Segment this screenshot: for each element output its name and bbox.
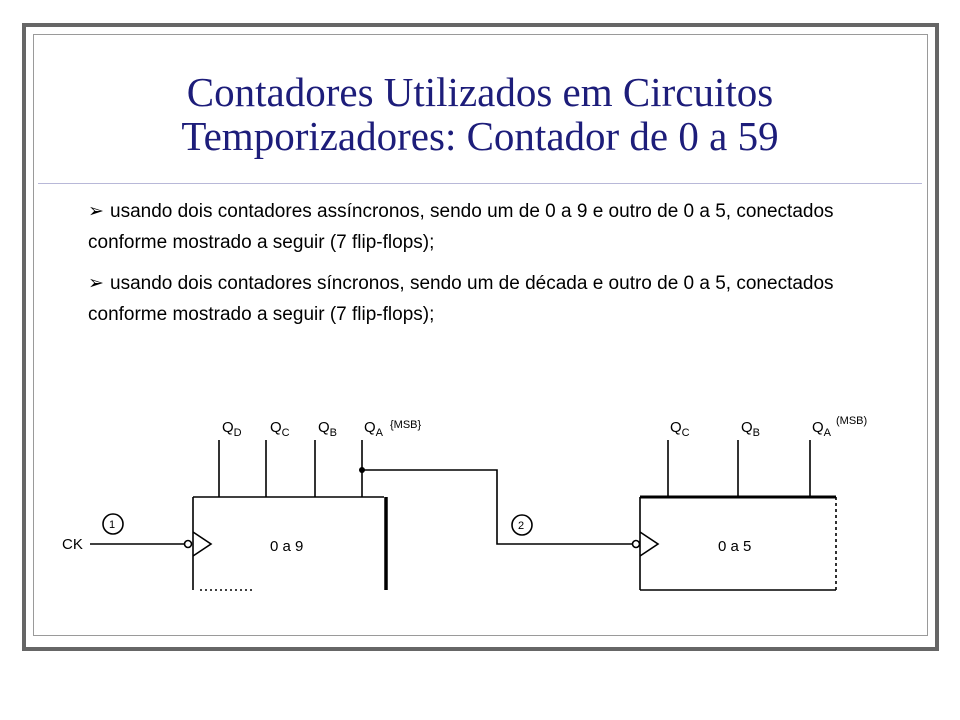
clock-label: CK <box>62 536 83 553</box>
counter2-label: 0 a 5 <box>718 538 752 555</box>
counter2-output-qa: $Q_A$ <box>812 419 832 439</box>
counter1-output-qa: $Q_A$ <box>364 419 384 439</box>
title-line-2: Temporizadores: Contador de 0 a 59 <box>181 113 779 159</box>
counter2-output-qc: $Q_C$ <box>670 419 690 439</box>
counter1-clock-bubble <box>185 541 192 548</box>
bullet-text-1: usando dois contadores assíncronos, sendo um de 0 a 9 e outro de 0 a 5, conectados conforme mostrado a seguir (7 flip-flops); <box>88 201 834 253</box>
marker-2-label: 2 <box>518 520 525 532</box>
marker-1-label: 1 <box>109 519 116 531</box>
counter1-output-qb: $Q_B$ <box>318 419 338 439</box>
bullet-text-2: usando dois contadores síncronos, sendo um de década e outro de 0 a 5, conectados conforme mostrado a seguir (7 flip-flops); <box>88 273 834 325</box>
counter1-output-qc: $Q_C$ <box>270 419 290 439</box>
arrow-bullet-icon: ➢ <box>88 273 104 294</box>
msb-link-wire <box>362 470 632 544</box>
counter1-clock-triangle <box>193 532 211 556</box>
counter1-output-qd: $Q_D$ <box>222 419 242 439</box>
counter2-clock-triangle <box>640 532 658 556</box>
counter1-msb-label: {MSB} <box>390 419 422 431</box>
counter2-output-qb: $Q_B$ <box>741 419 761 439</box>
counter1-label: 0 a 9 <box>270 538 304 555</box>
counter2-msb-label: (MSB) <box>836 415 868 427</box>
arrow-bullet-icon: ➢ <box>88 201 104 222</box>
title-line-1: Contadores Utilizados em Circuitos <box>186 69 774 115</box>
junction-dot <box>359 467 365 473</box>
counter2-clock-bubble <box>633 541 640 548</box>
